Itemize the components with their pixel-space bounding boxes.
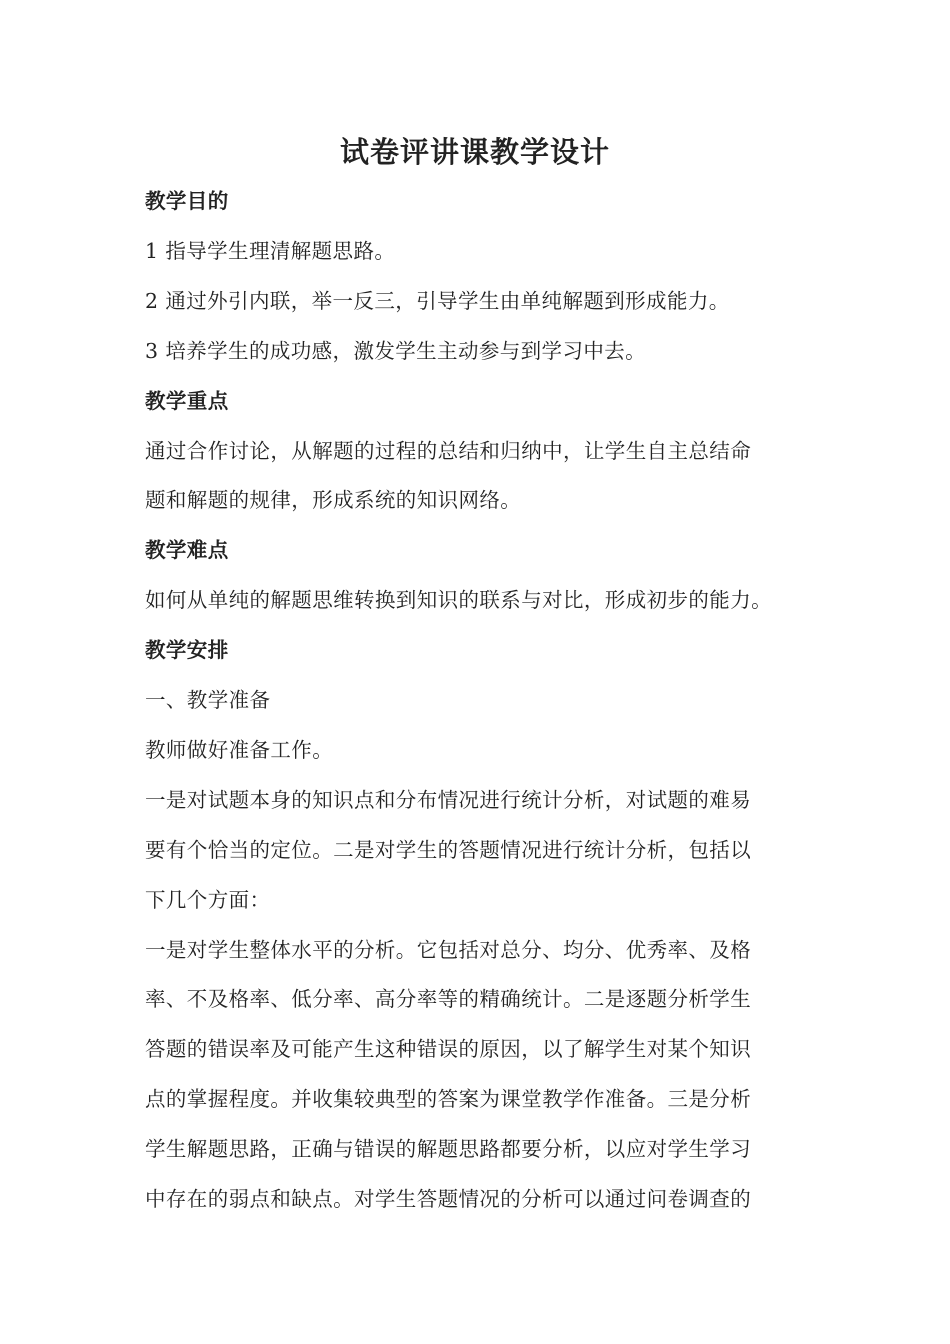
paragraph-line: 教师做好准备工作。 [145, 737, 334, 762]
paragraph-line: 题和解题的规律，形成系统的知识网络。 [145, 488, 522, 513]
section-heading: 教学安排 [145, 638, 229, 663]
document-title: 试卷评讲课教学设计 [339, 135, 610, 169]
paragraph-line: 如何从单纯的解题思维转换到知识的联系与对比，形成初步的能力。 [145, 588, 772, 613]
paragraph-line: 中存在的弱点和缺点。对学生答题情况的分析可以通过问卷调查的 [145, 1187, 752, 1211]
paragraph-line: 学生解题思路，正确与错误的解题思路都要分析，以应对学生学习 [145, 1137, 752, 1162]
paragraph-line: 点的掌握程度。并收集较典型的答案为课堂教学作准备。三是分析 [145, 1087, 752, 1112]
paragraph-line: 通过合作讨论，从解题的过程的总结和归纳中，让学生自主总结命 [145, 438, 752, 463]
paragraph-line: 一、教学准备 [145, 688, 271, 712]
paragraph-line: 下几个方面： [145, 887, 271, 912]
paragraph-line: 3 培养学生的成功感，激发学生主动参与到学习中去。 [145, 338, 647, 363]
paragraph-line: 一是对试题本身的知识点和分布情况进行统计分析，对试题的难易 [145, 787, 752, 812]
section-heading: 教学重点 [145, 388, 229, 413]
paragraph-line: 2 通过外引内联，举一反三，引导学生由单纯解题到形成能力。 [145, 288, 730, 313]
paragraph-line: 1 指导学生理清解题思路。 [145, 238, 396, 263]
paragraph-line: 一是对学生整体水平的分析。它包括对总分、均分、优秀率、及格 [145, 937, 752, 962]
paragraph-line: 率、不及格率、低分率、高分率等的精确统计。二是逐题分析学生 [145, 987, 752, 1012]
section-heading: 教学难点 [145, 538, 229, 563]
section-heading: 教学目的 [145, 189, 229, 213]
paragraph-line: 要有个恰当的定位。二是对学生的答题情况进行统计分析，包括以 [145, 837, 752, 862]
paragraph-line: 答题的错误率及可能产生这种错误的原因，以了解学生对某个知识 [145, 1037, 752, 1062]
